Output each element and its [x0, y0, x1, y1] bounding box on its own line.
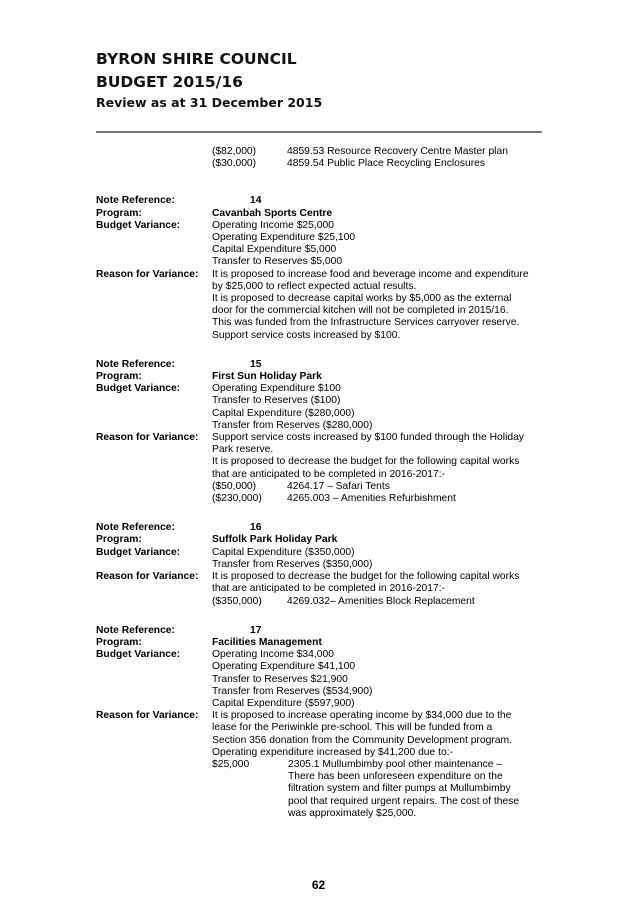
reason-line: lease for the Periwinkle pre-school. This will be funded from a [212, 722, 493, 734]
reason-line: Park reserve. [212, 444, 274, 456]
variance-line: Operating Expenditure $25,100 [212, 232, 356, 244]
program-label: Program: [96, 371, 142, 383]
continued-list [96, 146, 556, 170]
program-label: Program: [96, 207, 142, 219]
note-label: Note Reference: [96, 358, 175, 370]
list-item: ($50,000) 4264.17 – Safari Tents [212, 480, 390, 492]
list-item: ($230,000) 4265.003 – Amenities Refurbishment [212, 493, 456, 505]
variance-label: Budget Variance: [96, 219, 181, 231]
reason-line: It is proposed to decrease capital works by $5,000 as the external [212, 293, 512, 305]
reason-line: that are anticipated to be completed in 2016-2017:- [212, 583, 445, 595]
reason-label: Reason for Variance: [96, 571, 199, 583]
reason-label: Reason for Variance: [96, 432, 199, 444]
list-item: ($350,000) 4269.032– Amenities Block Replacement [212, 595, 475, 607]
variance-line: Transfer to Reserves $21,900 [212, 673, 348, 685]
header-divider [96, 131, 542, 133]
program-name: Cavanbah Sports Centre [212, 207, 333, 219]
council-title: BYRON SHIRE COUNCIL [96, 50, 297, 68]
page-number: 62 [311, 878, 326, 892]
variance-line: Capital Expenditure ($597,900) [212, 697, 355, 709]
note-label: Note Reference: [96, 522, 175, 534]
program-name: First Sun Holiday Park [212, 371, 322, 383]
note-label: Note Reference: [96, 624, 175, 636]
note-label: Note Reference: [96, 195, 175, 207]
reason-line: Operating expenditure increased by $41,200 due to:- [212, 746, 453, 758]
list-item: ($82,000) 4859.53 Resource Recovery Centre Master plan [212, 146, 508, 157]
program-name: Suffolk Park Holiday Park [212, 534, 338, 546]
variance-label: Budget Variance: [96, 546, 181, 558]
program-label: Program: [96, 534, 142, 546]
note-15 [96, 359, 556, 505]
note-14 [96, 195, 556, 341]
note-number: 14 [250, 195, 262, 207]
reason-line: It is proposed to decrease the budget for the following capital works [212, 456, 520, 468]
reason-line: It is proposed to decrease the budget for the following capital works [212, 571, 520, 583]
review-subtitle: Review as at 31 December 2015 [96, 95, 323, 110]
note-number: 17 [250, 624, 262, 636]
variance-line: Capital Expenditure ($280,000) [212, 407, 355, 419]
reason-label: Reason for Variance: [96, 268, 199, 280]
program-label: Program: [96, 636, 142, 648]
note-number: 15 [250, 358, 262, 370]
variance-label: Budget Variance: [96, 383, 181, 395]
reason-line: door for the commercial kitchen will not be completed in 2015/16. [212, 305, 509, 317]
list-item: $25,000 2305.1 Mullumbimby pool other maintenance – There has been unforeseen expenditure on the filtration system and filter pumps at Mullumbimby pool that required urgent repairs. The cost of these was approximately $25,000. [212, 758, 520, 819]
variance-line: Operating Expenditure $100 [212, 383, 341, 395]
reason-line: Section 356 donation from the Community Development program. [212, 734, 512, 746]
variance-line: Transfer from Reserves ($534,900) [212, 685, 373, 697]
document-body [96, 146, 556, 820]
note-number: 16 [250, 522, 262, 534]
budget-title: BUDGET 2015/16 [96, 73, 243, 91]
variance-line: Operating Income $34,000 [212, 649, 334, 661]
reason-line: It is proposed to increase food and beverage income and expenditure [212, 268, 529, 280]
variance-label: Budget Variance: [96, 649, 181, 661]
variance-line: Transfer to Reserves ($100) [212, 395, 341, 407]
reason-line: by $25,000 to reflect expected actual results. [212, 280, 417, 292]
note-16 [96, 522, 556, 607]
variance-line: Transfer from Reserves ($350,000) [212, 558, 373, 570]
variance-line: Capital Expenditure ($350,000) [212, 546, 355, 558]
reason-line: Support service costs increased by $100. [212, 329, 401, 341]
list-item: ($30,000) 4859.54 Public Place Recycling Enclosures [212, 158, 486, 170]
variance-line: Capital Expenditure $5,000 [212, 244, 337, 256]
note-17 [96, 625, 556, 820]
reason-line: that are anticipated to be completed in 2016-2017:- [212, 468, 445, 480]
reason-label: Reason for Variance: [96, 710, 199, 722]
reason-line: Support service costs increased by $100 funded through the Holiday [212, 432, 524, 444]
program-name: Facilities Management [212, 636, 322, 648]
variance-line: Operating Income $25,000 [212, 219, 334, 231]
reason-line: It is proposed to increase operating income by $34,000 due to the [212, 710, 512, 722]
variance-line: Transfer to Reserves $5,000 [212, 256, 343, 268]
variance-line: Transfer from Reserves ($280,000) [212, 419, 373, 431]
reason-line: This was funded from the Infrastructure Services carryover reserve. [212, 317, 520, 329]
variance-line: Operating Expenditure $41,100 [212, 661, 356, 673]
